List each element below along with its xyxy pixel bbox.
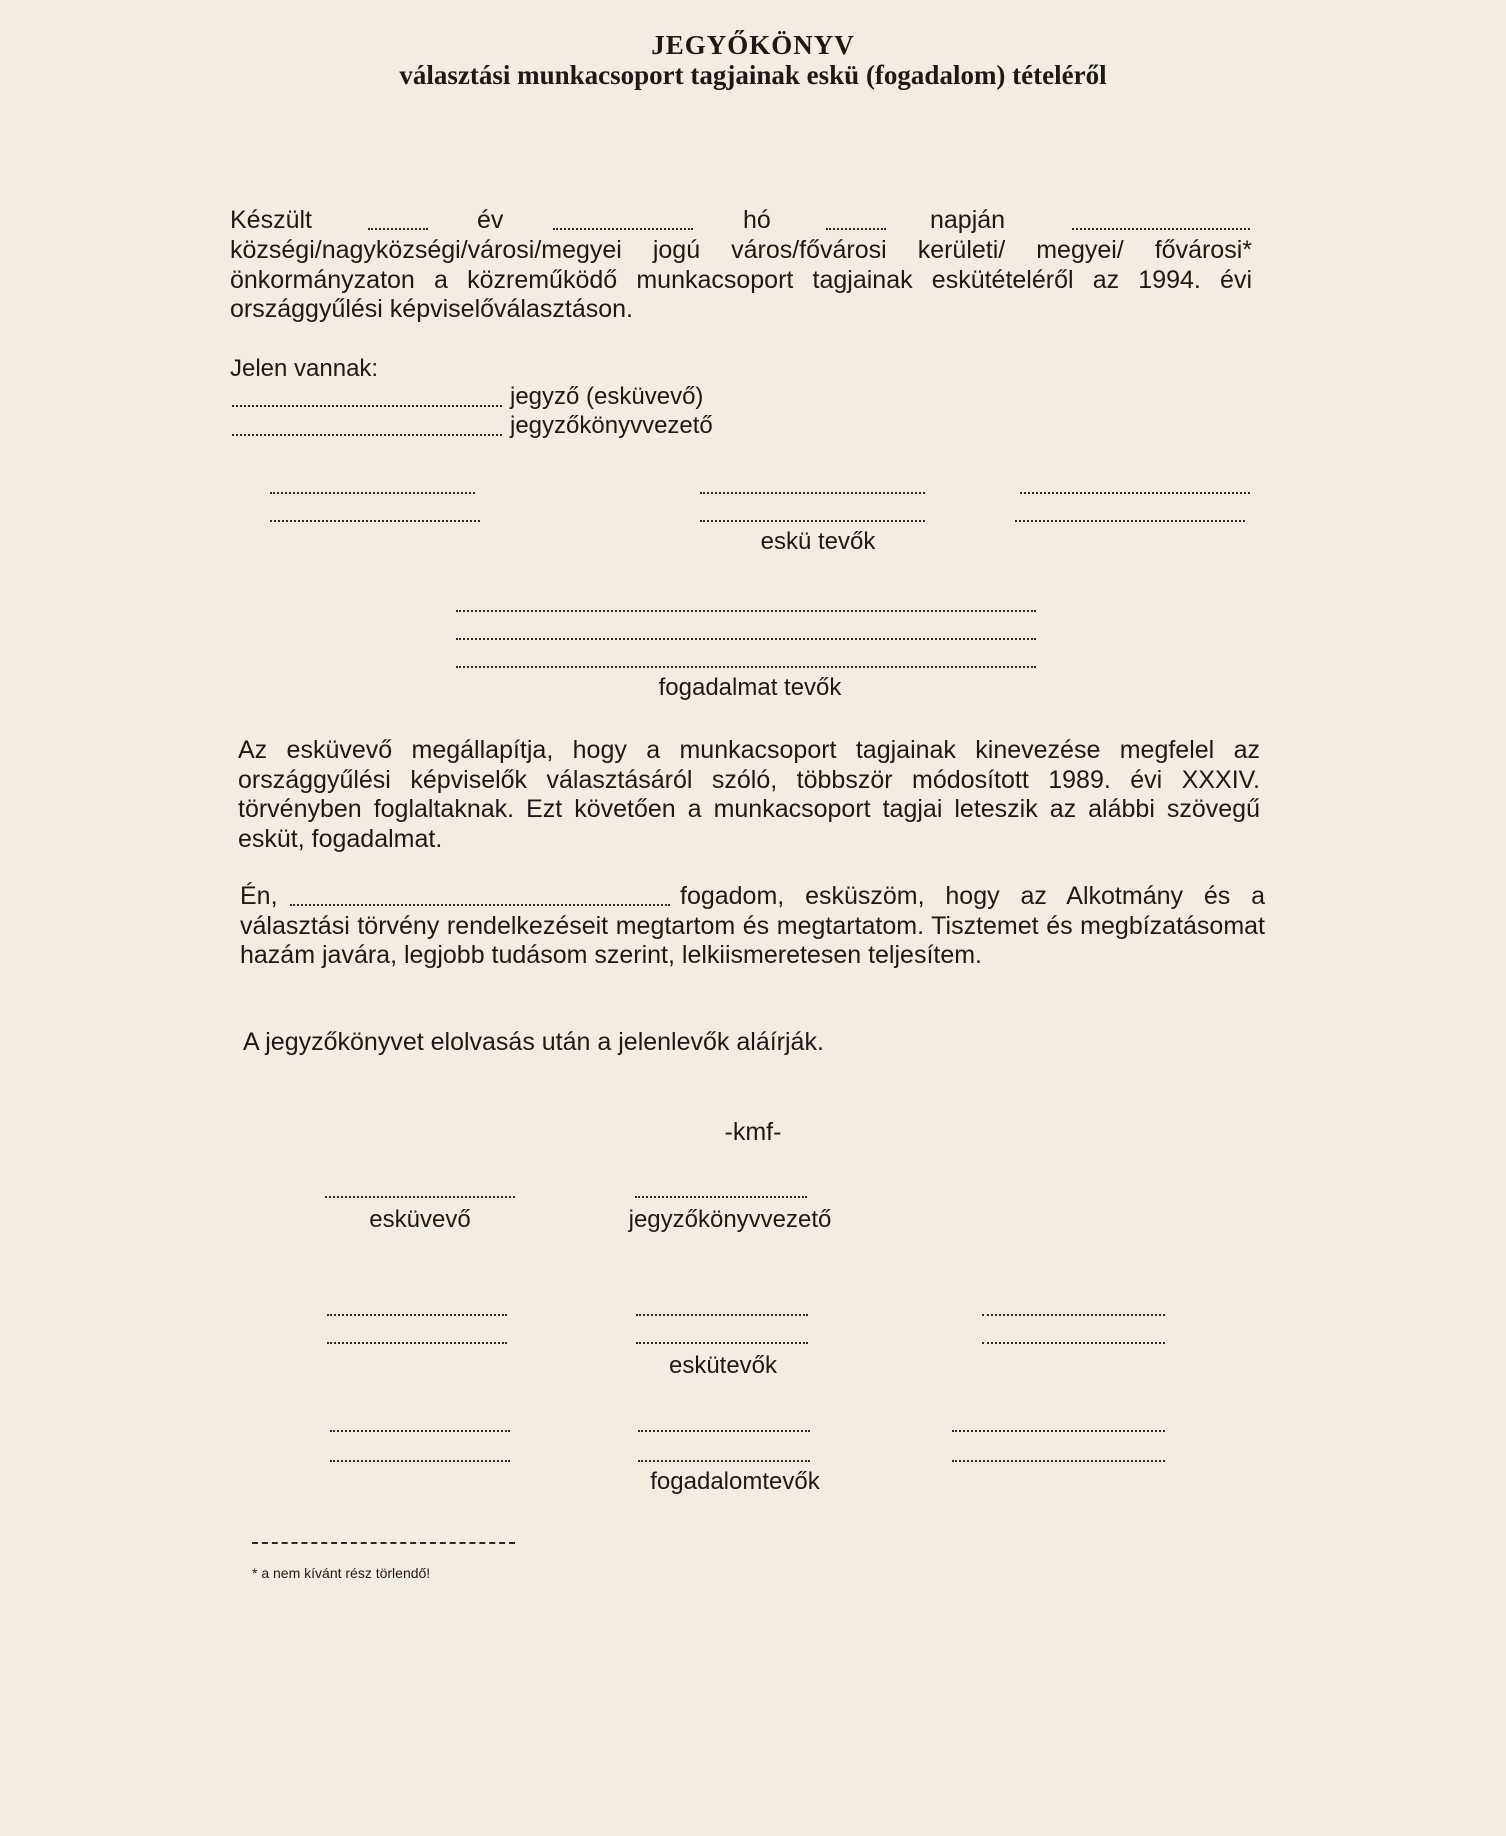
pledge-taker-line — [456, 638, 1036, 640]
blank-month — [553, 228, 693, 230]
signature-line-oath-taker-official — [325, 1196, 515, 1198]
statement-paragraph: Az esküvevő megállapítja, hogy a munkacsoport tagjainak kinevezése megfelel az országgyűlési képviselők választásáról szóló, többször módosított 1989. évi XXXIV. törvényben foglaltaknak. Ezt követően a munkacsoport tagjai leteszik az alábbi szövegű esküt, fogadalmat. — [238, 736, 1260, 853]
signature-line-oath-taker — [636, 1314, 808, 1316]
signature-line-pledge-taker — [952, 1460, 1165, 1462]
oath-taker-line — [270, 520, 480, 522]
oath-taker-line — [700, 492, 925, 494]
oath-taker-line — [1020, 492, 1250, 494]
footnote: * a nem kívánt rész törlendő! — [252, 1565, 431, 1581]
signature-label-oath-taker-official: esküvevő — [369, 1206, 471, 1233]
intro-word-keszult: Készült — [230, 206, 312, 234]
intro-word-ev: év — [477, 206, 504, 234]
signature-label-recorder: jegyzőkönyvvezető — [628, 1206, 832, 1233]
present-role-notary: jegyző (esküvevő) — [510, 383, 704, 410]
pledge-takers-label: fogadalmat tevők — [658, 674, 842, 701]
signature-line-recorder — [635, 1196, 807, 1198]
footnote-divider — [252, 1542, 515, 1544]
intro-word-napjan: napján — [930, 206, 1006, 234]
signature-line-pledge-taker — [952, 1430, 1165, 1432]
pledge-taker-line — [456, 610, 1036, 612]
oath-takers-label: eskü tevők — [760, 528, 876, 555]
signature-line-oath-taker — [982, 1314, 1165, 1316]
document-subtitle: választási munkacsoport tagjainak eskü (fogadalom) tételéről — [399, 60, 1107, 90]
oath-taker-line — [700, 520, 925, 522]
oath-start: Én, — [240, 882, 278, 910]
signature-label-oath-takers: eskütevők — [668, 1352, 778, 1379]
blank-day — [826, 228, 886, 230]
oath-taker-line — [1015, 520, 1245, 522]
document-title: JEGYŐKÖNYV — [651, 30, 855, 60]
blank-notary — [232, 405, 502, 407]
blank-place — [1072, 228, 1250, 230]
signature-label-pledge-takers: fogadalomtevők — [650, 1468, 820, 1495]
present-role-recorder: jegyzőkönyvvezető — [510, 412, 713, 439]
signature-line-pledge-taker — [330, 1460, 510, 1462]
blank-year — [368, 228, 428, 230]
closing-sentence: A jegyzőkönyvet elolvasás után a jelenlevők aláírják. — [243, 1028, 824, 1056]
signature-line-pledge-taker — [330, 1430, 510, 1432]
signature-line-oath-taker — [327, 1314, 507, 1316]
blank-recorder — [232, 434, 502, 436]
signature-line-pledge-taker — [638, 1430, 810, 1432]
intro-word-ho: hó — [743, 206, 771, 234]
signature-line-oath-taker — [982, 1342, 1165, 1344]
oath-taker-line — [270, 492, 475, 494]
pledge-taker-line — [456, 666, 1036, 668]
intro-paragraph: községi/nagyközségi/városi/megyei jogú város/fővárosi kerületi/ megyei/ fővárosi* önkormányzaton a közreműködő munkacsoport tagjainak eskütételéről az 1994. évi országgyűlési képviselőválasztáson. — [230, 236, 1252, 323]
signature-line-oath-taker — [327, 1342, 507, 1344]
kmf-mark: -kmf- — [724, 1118, 782, 1146]
present-heading: Jelen vannak: — [230, 355, 379, 382]
signature-line-oath-taker — [636, 1342, 808, 1344]
oath-paragraph: fogadom, esküszöm, hogy az Alkotmány és a választási törvény rendelkezéseit megtartom és megtartatom. Tisztemet és megbízatásomat hazám javára, legjobb tudásom szerint, lelkiismeretesen teljesítem. — [240, 882, 1265, 969]
signature-line-pledge-taker — [638, 1460, 810, 1462]
